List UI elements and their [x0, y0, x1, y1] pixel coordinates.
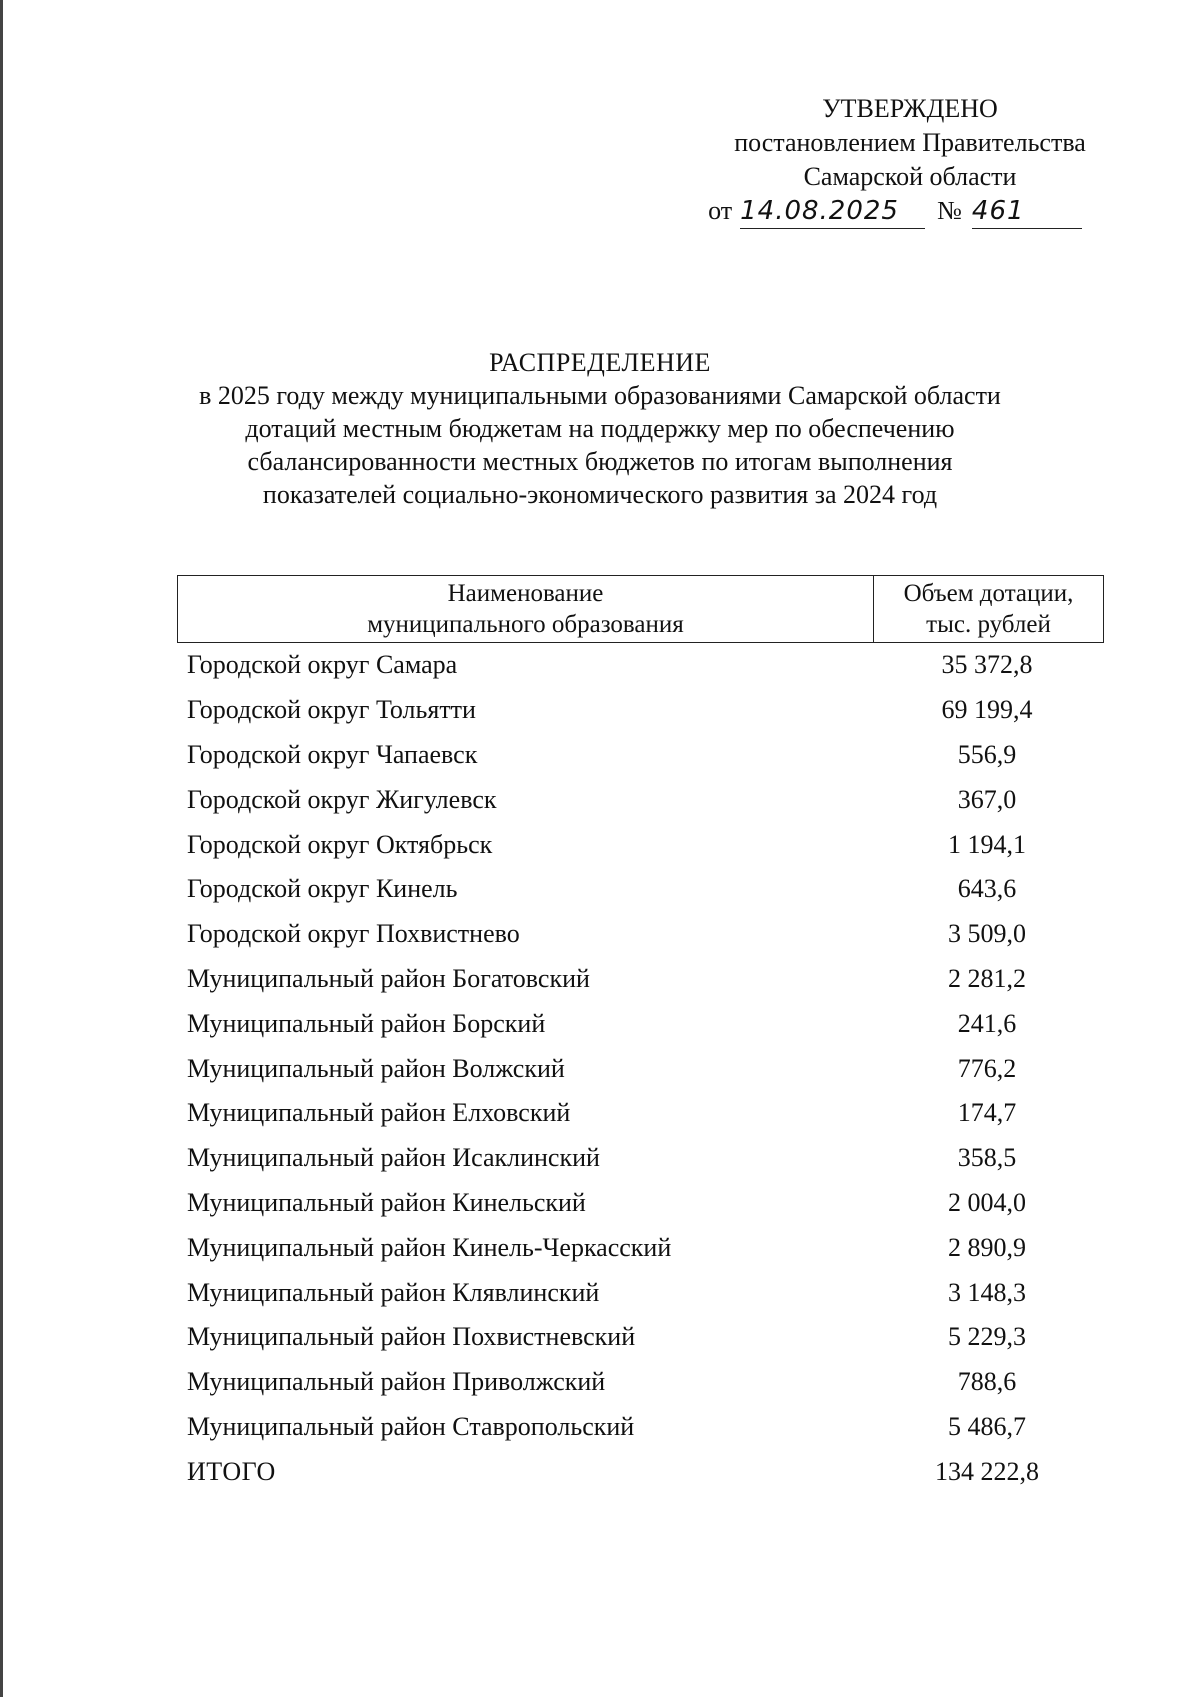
row-value: 174,7	[957, 1098, 1017, 1128]
table-header	[177, 575, 1104, 643]
table-row	[187, 912, 1087, 957]
subtitle-line-4: показателей социально-экономического развития за 2024 год	[262, 480, 938, 509]
row-name: Муниципальный район Кинельский	[187, 1187, 586, 1217]
row-name: Муниципальный район Богатовский	[187, 963, 590, 993]
row-name: Муниципальный район Борский	[187, 1008, 546, 1038]
row-value: 241,6	[957, 1008, 1017, 1038]
table-row	[187, 1001, 1087, 1046]
row-value: 358,5	[957, 1143, 1017, 1173]
table-row	[187, 1270, 1087, 1315]
approval-stamp	[700, 92, 1120, 229]
document-title-block	[160, 346, 1040, 511]
row-name: Муниципальный район Похвистневский	[187, 1322, 636, 1352]
header-name-line-2: муниципального образования	[367, 611, 684, 638]
header-value-line-2: тыс. рублей	[926, 611, 1051, 638]
approval-line-1: постановлением Правительства	[734, 128, 1086, 157]
row-name: Городской округ Жигулевск	[187, 784, 497, 814]
scan-edge	[0, 0, 3, 1697]
subtitle-line-2: дотаций местным бюджетам на поддержку мер по обеспечению	[245, 414, 955, 443]
table-row	[187, 1091, 1087, 1136]
row-value: 776,2	[957, 1053, 1017, 1083]
row-value: 788,6	[957, 1367, 1017, 1397]
table-total-row	[187, 1449, 1087, 1494]
row-name: Городской округ Чапаевск	[187, 739, 478, 769]
table-row	[187, 1315, 1087, 1360]
subtitle-line-3: сбалансированности местных бюджетов по итогам выполнения	[247, 447, 953, 476]
row-name: Городской округ Похвистнево	[187, 919, 520, 949]
table-row	[187, 1046, 1087, 1091]
row-value: 367,0	[957, 784, 1017, 814]
header-name-cell	[178, 576, 874, 642]
row-name: Городской округ Самара	[187, 650, 458, 680]
row-value: 69 199,4	[941, 695, 1033, 725]
row-value: 2 281,2	[948, 963, 1026, 993]
table-row	[187, 957, 1087, 1002]
row-name: Муниципальный район Исаклинский	[187, 1143, 600, 1173]
row-name: Городской округ Кинель	[187, 874, 458, 904]
row-name: Городской округ Октябрьск	[187, 829, 493, 859]
header-value-cell	[874, 576, 1103, 642]
table-row	[187, 1136, 1087, 1181]
table-row	[187, 822, 1087, 867]
table-body	[187, 643, 1087, 1494]
approval-title: УТВЕРЖДЕНО	[822, 94, 998, 123]
row-value: 556,9	[957, 739, 1017, 769]
row-value: 2 890,9	[948, 1232, 1026, 1262]
row-value: 5 229,3	[948, 1322, 1026, 1352]
table-row	[187, 1360, 1087, 1405]
row-value: 3 509,0	[948, 919, 1026, 949]
table-row	[187, 1181, 1087, 1226]
subtitle-line-1: в 2025 году между муниципальными образованиями Самарской области	[199, 381, 1001, 410]
header-name-line-1: Наименование	[447, 580, 604, 607]
row-name: Муниципальный район Елховский	[187, 1098, 571, 1128]
document-heading: РАСПРЕДЕЛЕНИЕ	[489, 348, 711, 377]
approval-line-2: Самарской области	[803, 162, 1017, 191]
table-row	[187, 1405, 1087, 1450]
table-row	[187, 1225, 1087, 1270]
date-prefix: от	[708, 196, 733, 225]
row-value: 3 148,3	[948, 1277, 1026, 1307]
header-value-line-1: Объем дотации,	[903, 580, 1074, 607]
row-value: 5 486,7	[948, 1411, 1026, 1441]
row-name: Муниципальный район Клявлинский	[187, 1277, 600, 1307]
table-row	[187, 688, 1087, 733]
total-value: 134 222,8	[935, 1456, 1039, 1486]
row-name: Городской округ Тольятти	[187, 695, 476, 725]
row-value: 2 004,0	[948, 1187, 1026, 1217]
row-value: 643,6	[957, 874, 1017, 904]
table-row	[187, 643, 1087, 688]
handwritten-date: 14.08.2025	[740, 194, 925, 229]
handwritten-number: 461	[972, 194, 1082, 229]
approval-date-line	[708, 194, 1082, 229]
table-row	[187, 867, 1087, 912]
row-name: Муниципальный район Волжский	[187, 1053, 565, 1083]
row-name: Муниципальный район Кинель-Черкасский	[187, 1232, 672, 1262]
number-label: №	[937, 196, 962, 225]
table-row	[187, 733, 1087, 778]
row-name: Муниципальный район Ставропольский	[187, 1411, 635, 1441]
row-value: 35 372,8	[941, 650, 1033, 680]
row-name: Муниципальный район Приволжский	[187, 1367, 606, 1397]
total-label: ИТОГО	[187, 1456, 276, 1486]
table-row	[187, 777, 1087, 822]
row-value: 1 194,1	[948, 829, 1026, 859]
